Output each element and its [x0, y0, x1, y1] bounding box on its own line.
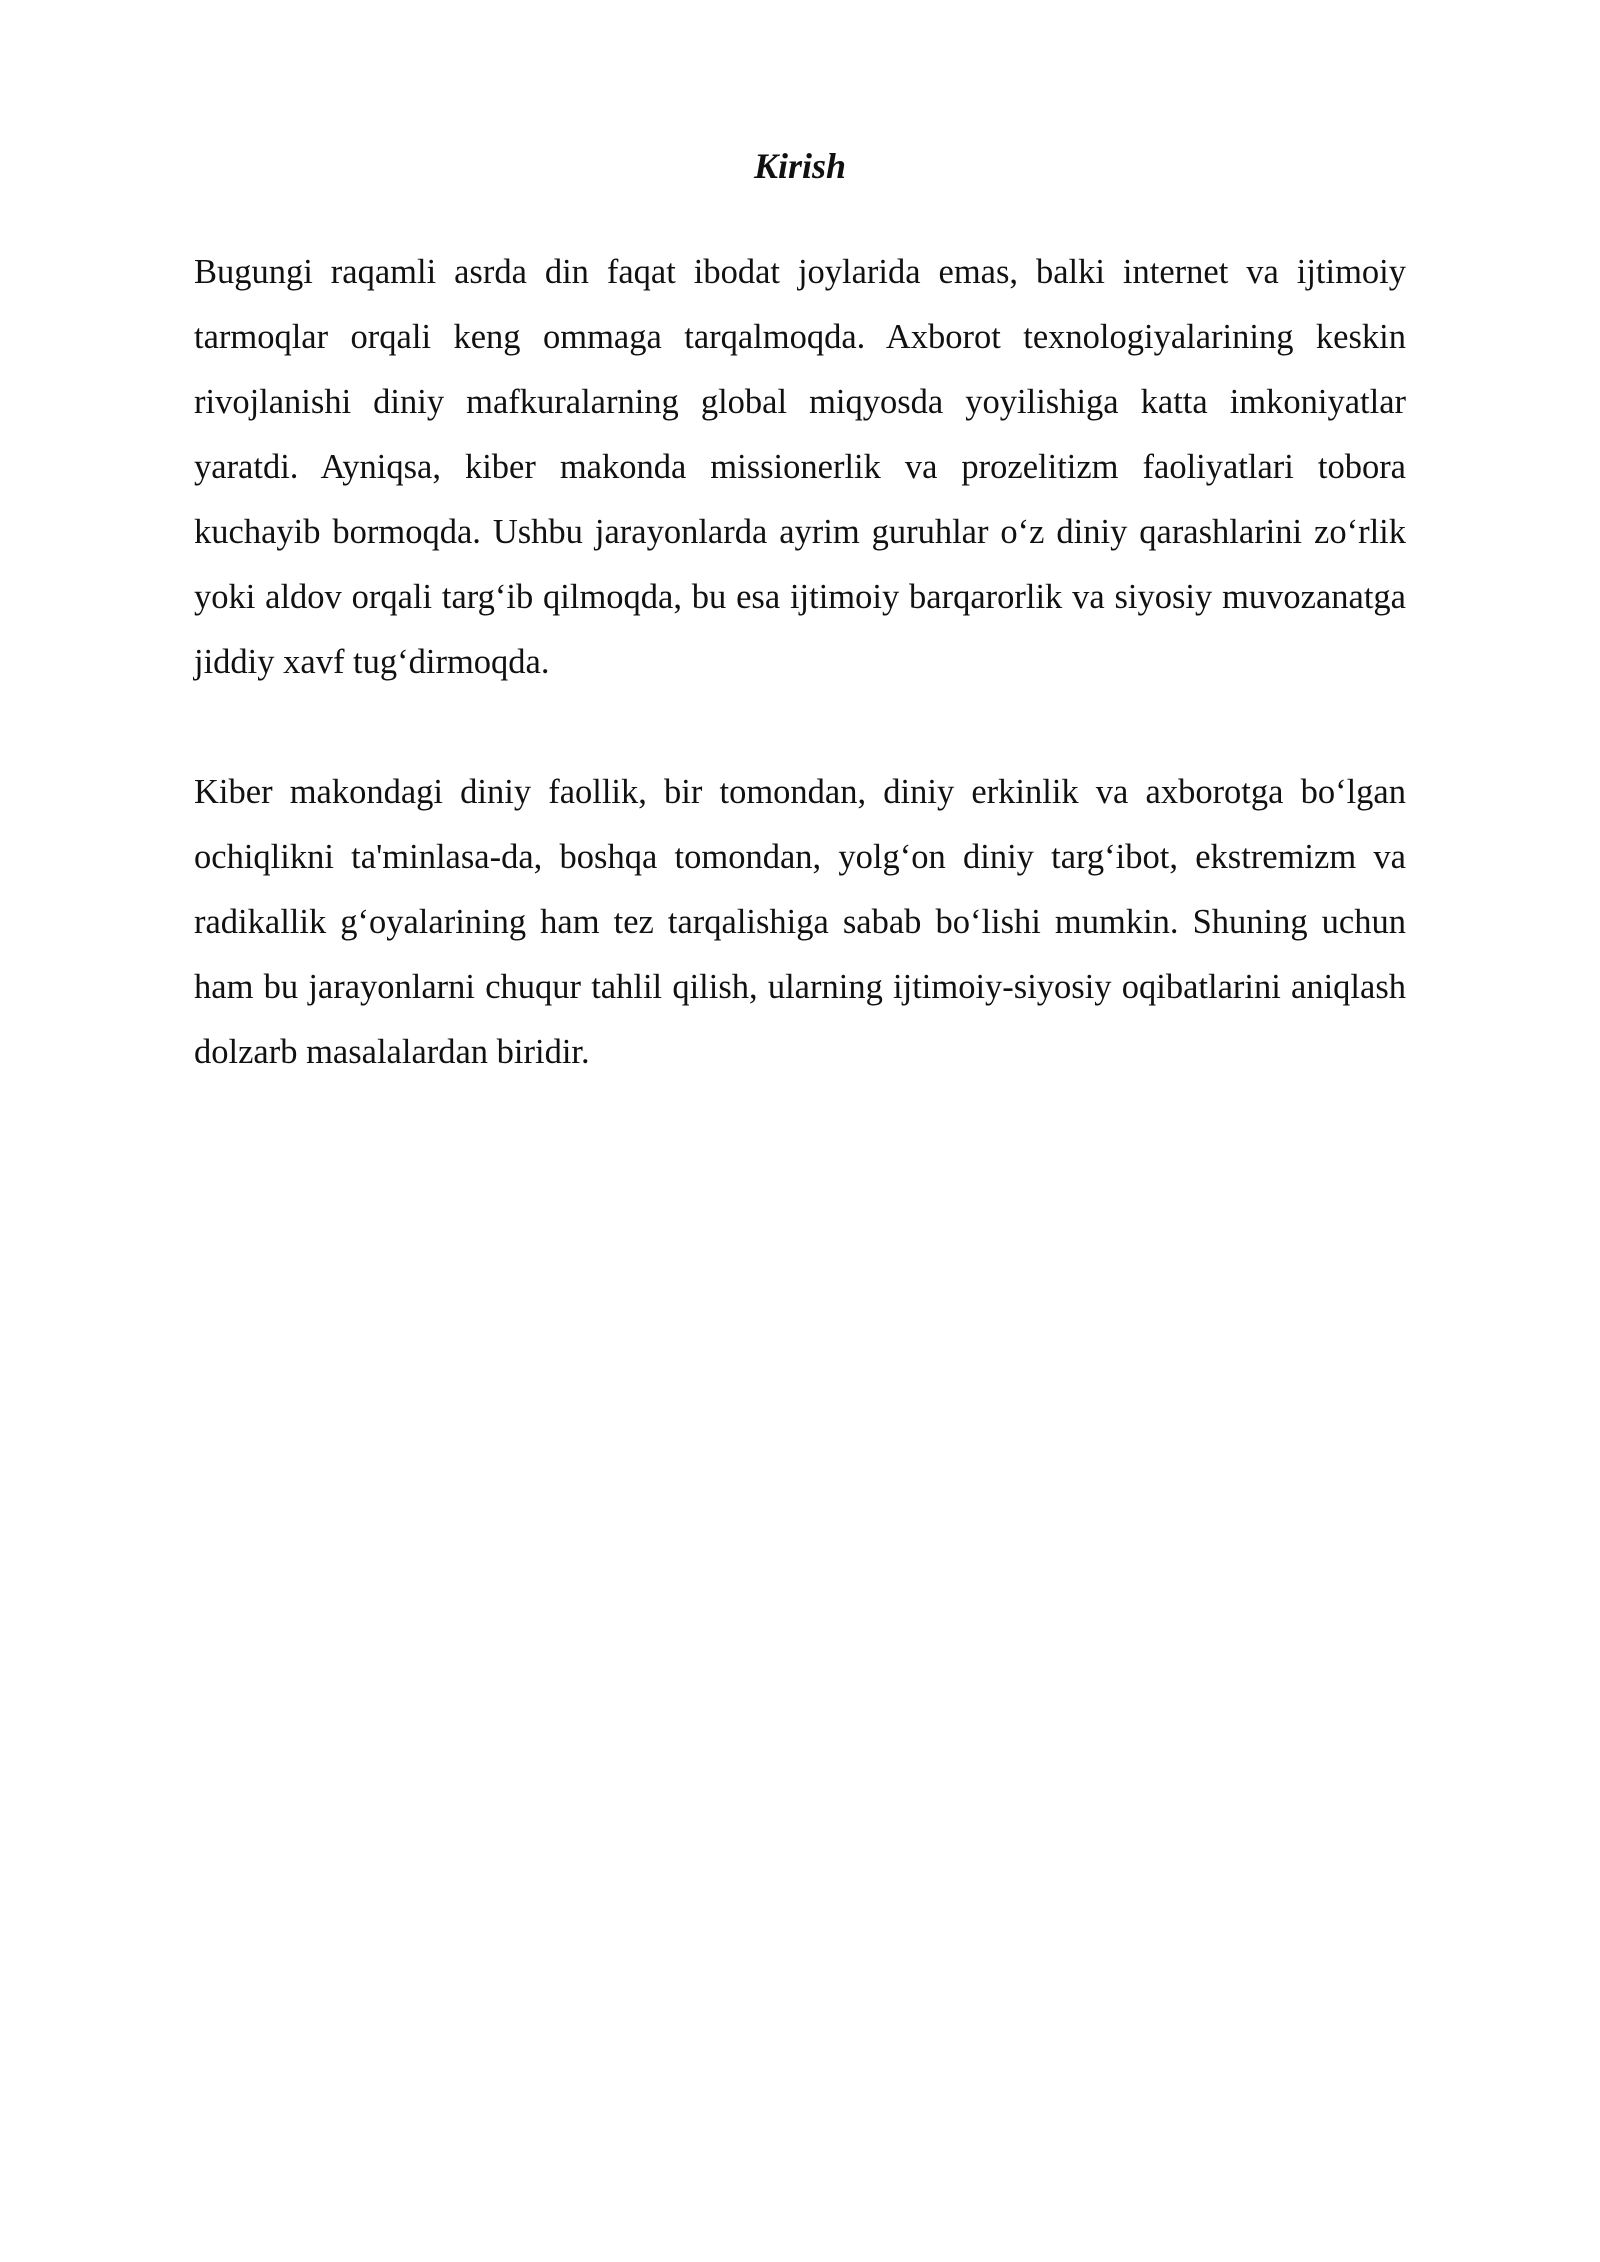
paragraph-second: Kiber makondagi diniy faollik, bir tomondan, diniy erkinlik va axborotga bo‘lgan ochiqlikni ta'minlasa-da, boshqa tomondan, yolg‘on diniy targ‘ibot, ekstremizm va radikallik g‘oyalarining ham tez tarqalishiga sabab bo‘lishi mumkin. Shuning uchun ham bu jarayonlarni chuqur tahlil qilish, ularning ijtimoiy-siyosiy oqibatlarini aniqlash dolzarb masalalardan biridir. [194, 773, 1406, 1071]
document-body [194, 140, 1406, 1085]
page-title: Kirish [753, 146, 847, 186]
paragraph-intro: Bugungi raqamli asrda din faqat ibodat joylarida emas, balki internet va ijtimoiy tarmoqlar orqali keng ommaga tarqalmoqda. Axborot texnologiyalarining keskin rivojlanishi diniy mafkuralarning global miqyosda yoyilishiga katta imkoniyatlar yaratdi. Ayniqsa, kiber makonda missionerlik va prozelitizm faoliyatlari tobora kuchayib bormoqda. Ushbu jarayonlarda ayrim guruhlar o‘z diniy qarashlarini zo‘rlik yoki aldov orqali targ‘ib qilmoqda, bu esa ijtimoiy barqarorlik va siyosiy muvozanatga jiddiy xavf tug‘dirmoqda. [194, 253, 1406, 681]
